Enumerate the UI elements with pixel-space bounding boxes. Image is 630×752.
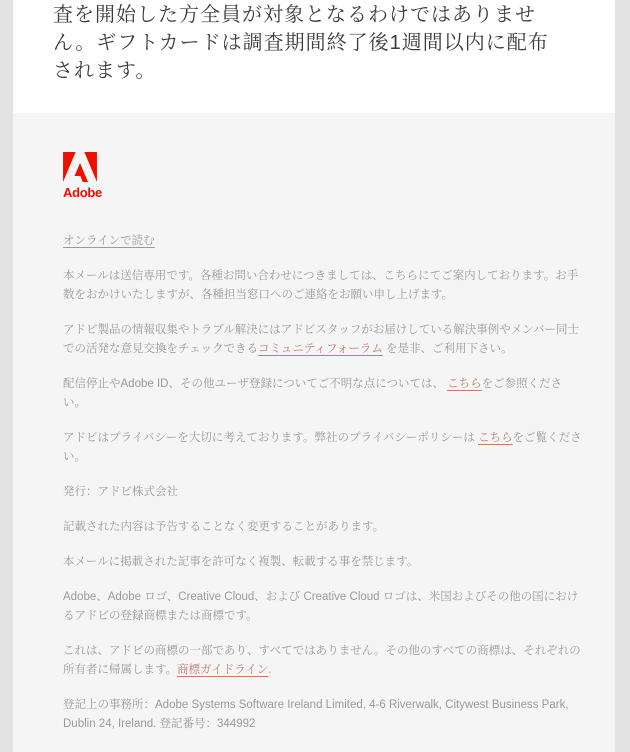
footer-paragraph-privacy-policy <box>63 429 583 467</box>
text-segment: 記載された内容は予告することなく変更することがあります。 <box>63 521 385 533</box>
email-main-content <box>13 0 615 113</box>
privacy-policy-here-link[interactable]: こちら <box>478 432 513 444</box>
email-body <box>13 0 615 752</box>
gift-card-notice-text: 査を開始した方全員が対象となるわけではありません。ギフトカードは調査期間終了後1週間以内に配布されます。 <box>53 4 549 82</box>
footer-paragraph-subject-to-change <box>63 518 583 537</box>
footer-paragraph-trademarks <box>63 588 583 626</box>
adobe-logo-icon <box>63 152 97 182</box>
footer-paragraph-trademark-guidelines <box>63 642 583 680</box>
adobe-wordmark: Adobe <box>63 185 102 200</box>
email-footer <box>13 113 615 752</box>
text-segment: . <box>268 664 272 676</box>
footer-paragraph-read-online <box>63 232 583 251</box>
text-segment: をご覧ください。 <box>63 432 582 463</box>
footer-paragraph-unsubscribe <box>63 375 583 413</box>
footer-paragraph-registered-office <box>63 696 583 734</box>
text-segment: 本メールに掲載された記事を許可なく複製、転載する事を禁じます。 <box>63 556 419 568</box>
text-segment: これは、アドビの商標の一部であり、すべてではありません。その他のすべての商標は、それぞれの所有者に帰属します。 <box>63 645 581 676</box>
text-segment: を是非、ご利用下さい。 <box>382 343 513 355</box>
text-segment: をご参照ください。 <box>63 378 563 409</box>
text-segment: アドビ製品の情報収集やトラブル解決にはアドビスタッフがお届けしている解決事例やメンバー同士での活発な意見交換をチェックできる <box>63 324 579 355</box>
footer-paragraph-send-only-notice <box>63 267 583 305</box>
text-segment: 本メールは送信専用です。各種お問い合わせにつきましては、こちらにてご案内しております。お手数をおかけいたしますが、各種担当窓口へのご連絡をお願い申し上げます。 <box>63 270 579 301</box>
community-forum-link[interactable]: コミュニティフォーラム <box>258 343 383 355</box>
footer-paragraph-community-forum <box>63 321 583 359</box>
adobe-logo[interactable] <box>63 152 102 200</box>
unsubscribe-here-link[interactable]: こちら <box>447 378 482 390</box>
trademark-guidelines-link[interactable]: 商標ガイドライン <box>177 664 269 676</box>
text-segment: アドビはプライバシーを大切に考えております。弊社のプライバシーポリシーは <box>63 432 479 444</box>
text-segment: 登記上の事務所：Adobe Systems Software Ireland Limited, 4-6 Riverwalk, Citywest Business Park, Dublin 24, Ireland. 登記番号：344992 <box>63 699 569 730</box>
read-online-link[interactable]: オンラインで読む <box>63 235 155 247</box>
footer-paragraph-publisher <box>63 483 583 502</box>
text-segment: Adobe、Adobe ロゴ、Creative Cloud、および Creative Cloud ロゴは、米国およびその他の国におけるアドビの登録商標または商標です。 <box>63 591 579 622</box>
text-segment: 配信停止やAdobe ID、その他ユーザ登録についてご不明な点については、 <box>63 378 448 390</box>
text-segment: 発行：アドビ株式会社 <box>63 486 178 498</box>
footer-paragraph-no-reproduction <box>63 553 583 572</box>
